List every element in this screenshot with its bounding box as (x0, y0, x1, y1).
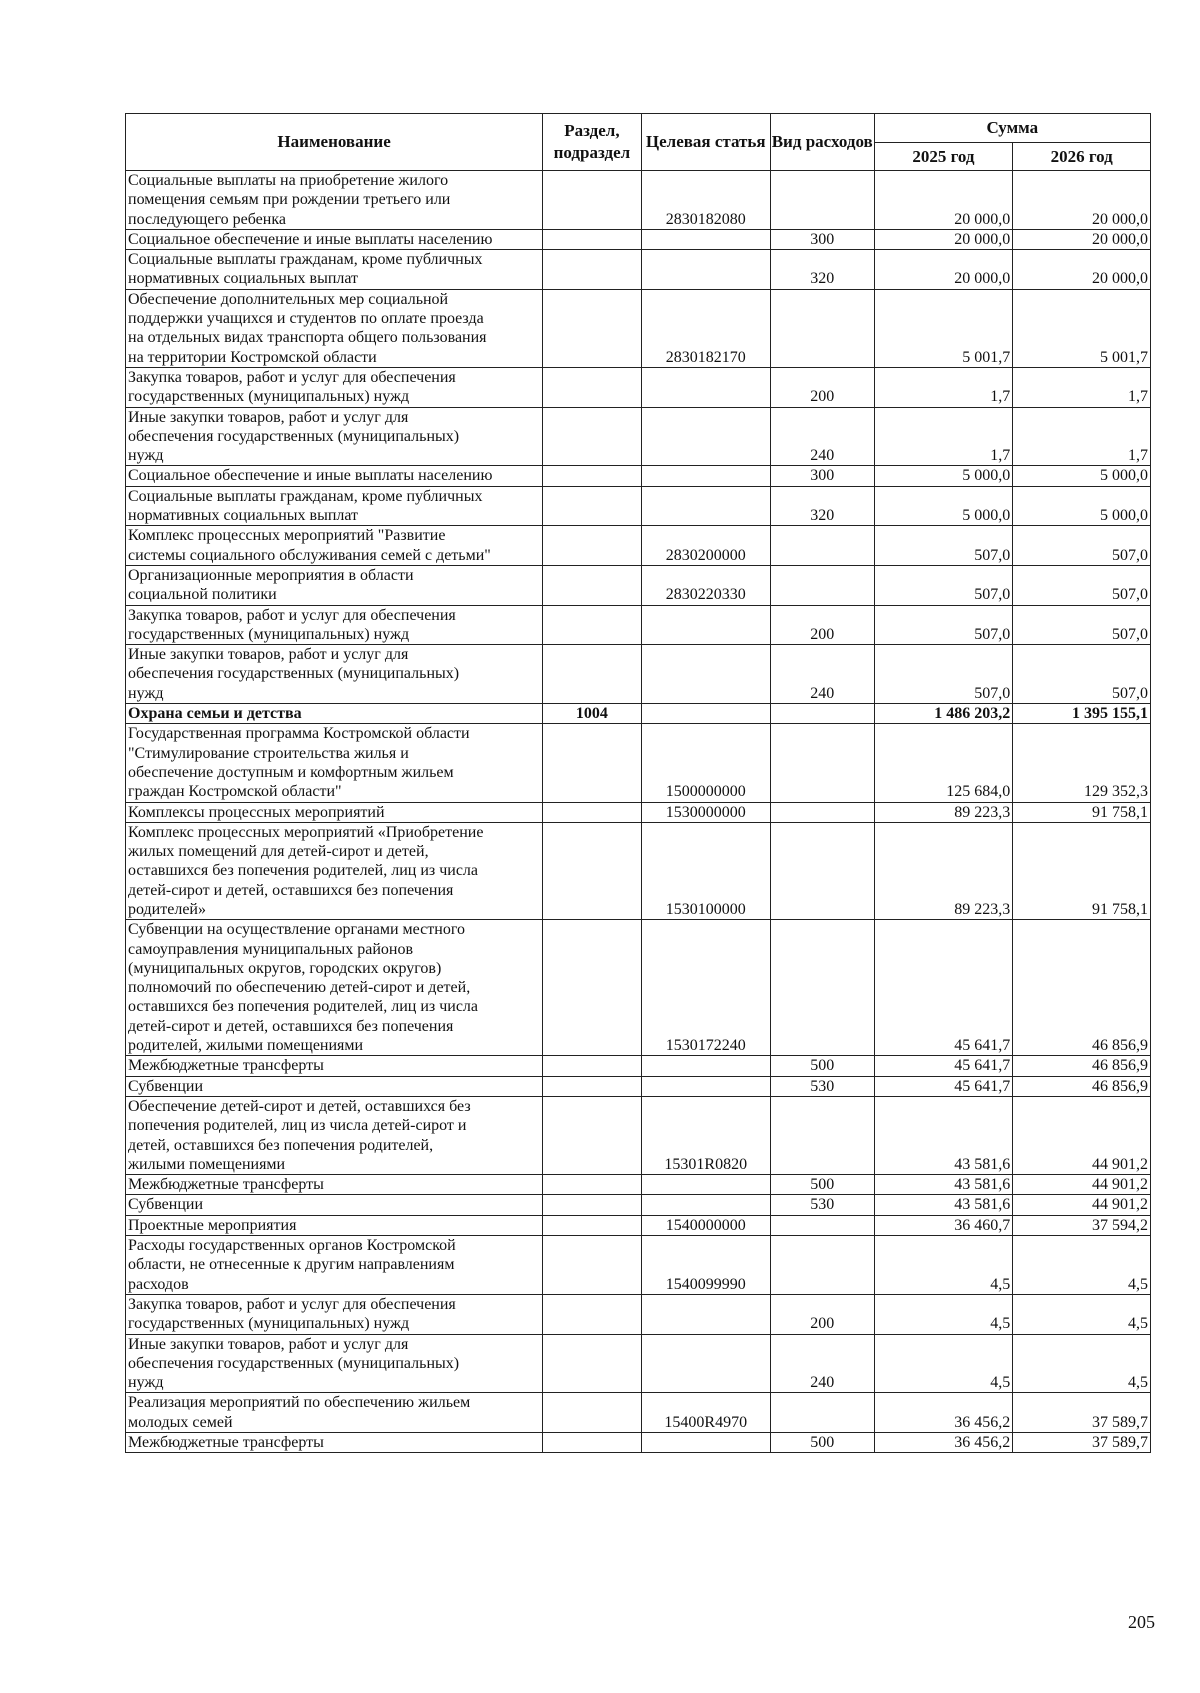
row-article: 15400R4970 (641, 1393, 770, 1433)
row-amount-2025: 45 641,7 (874, 920, 1013, 1056)
page-number: 205 (1128, 1612, 1155, 1632)
row-kind: 240 (770, 1334, 874, 1393)
table-row (126, 1236, 1151, 1295)
row-name: Расходы государственных органов Костромской области, не отнесенные к другим направлениям расходов (126, 1236, 543, 1295)
row-amount-2026: 129 352,3 (1013, 724, 1151, 802)
row-section (543, 565, 641, 605)
table-row (126, 1215, 1151, 1235)
table-row (126, 1195, 1151, 1215)
row-article: 1530000000 (641, 802, 770, 822)
table-row (126, 486, 1151, 526)
row-amount-2026: 37 589,7 (1013, 1433, 1151, 1453)
row-amount-2026: 46 856,9 (1013, 1056, 1151, 1076)
row-section (543, 645, 641, 704)
row-kind: 500 (770, 1175, 874, 1195)
row-name: Закупка товаров, работ и услуг для обеспечения государственных (муниципальных) нужд (126, 367, 543, 407)
header-name: Наименование (126, 114, 543, 171)
row-amount-2026: 91 758,1 (1013, 802, 1151, 822)
header-year-2025: 2025 год (874, 143, 1013, 171)
table-row (126, 367, 1151, 407)
row-kind (770, 802, 874, 822)
table-row (126, 407, 1151, 466)
table-row (126, 605, 1151, 645)
row-amount-2026: 507,0 (1013, 526, 1151, 566)
row-amount-2025: 5 000,0 (874, 466, 1013, 486)
row-amount-2026: 4,5 (1013, 1294, 1151, 1334)
header-article: Целевая статья (641, 114, 770, 171)
row-name: Закупка товаров, работ и услуг для обеспечения государственных (муниципальных) нужд (126, 605, 543, 645)
header-kind: Вид расходов (770, 114, 874, 171)
row-kind (770, 1096, 874, 1174)
row-kind (770, 704, 874, 724)
row-kind: 500 (770, 1056, 874, 1076)
row-name: Иные закупки товаров, работ и услуг для обеспечения государственных (муниципальных) нужд (126, 1334, 543, 1393)
row-section (543, 1334, 641, 1393)
row-amount-2025: 507,0 (874, 605, 1013, 645)
row-kind: 320 (770, 486, 874, 526)
row-article (641, 229, 770, 249)
row-amount-2025: 43 581,6 (874, 1096, 1013, 1174)
row-article (641, 1294, 770, 1334)
row-amount-2025: 4,5 (874, 1236, 1013, 1295)
row-amount-2025: 45 641,7 (874, 1056, 1013, 1076)
row-section (543, 1195, 641, 1215)
row-amount-2026: 507,0 (1013, 565, 1151, 605)
row-article (641, 407, 770, 466)
row-kind: 200 (770, 605, 874, 645)
row-article (641, 1195, 770, 1215)
row-name: Межбюджетные трансферты (126, 1433, 543, 1453)
table-row (126, 289, 1151, 367)
row-amount-2025: 36 456,2 (874, 1433, 1013, 1453)
row-section (543, 724, 641, 802)
row-kind: 300 (770, 229, 874, 249)
row-name: Иные закупки товаров, работ и услуг для обеспечения государственных (муниципальных) нужд (126, 645, 543, 704)
row-section (543, 171, 641, 230)
row-kind (770, 565, 874, 605)
row-amount-2025: 4,5 (874, 1334, 1013, 1393)
row-amount-2025: 45 641,7 (874, 1076, 1013, 1096)
row-section (543, 822, 641, 919)
header-year-2026: 2026 год (1013, 143, 1151, 171)
row-name: Межбюджетные трансферты (126, 1175, 543, 1195)
row-kind (770, 1393, 874, 1433)
row-amount-2025: 36 460,7 (874, 1215, 1013, 1235)
row-article: 1540000000 (641, 1215, 770, 1235)
row-name: Закупка товаров, работ и услуг для обеспечения государственных (муниципальных) нужд (126, 1294, 543, 1334)
row-name: Субвенции на осуществление органами местного самоуправления муниципальных районов (муниципальных округов, городских округов) полномочий по обеспечению детей-сирот и детей, оставшихся без попечения родителей, лиц из числа детей-сирот и детей, оставшихся без попечения родителей, жилыми помещениями (126, 920, 543, 1056)
row-article: 2830200000 (641, 526, 770, 566)
table-row (126, 1433, 1151, 1453)
row-kind: 240 (770, 645, 874, 704)
row-amount-2025: 43 581,6 (874, 1175, 1013, 1195)
row-kind: 200 (770, 367, 874, 407)
row-amount-2026: 37 589,7 (1013, 1393, 1151, 1433)
table-body (126, 171, 1151, 1453)
row-kind (770, 1236, 874, 1295)
row-name: Обеспечение детей-сирот и детей, оставшихся без попечения родителей, лиц из числа детей-сирот и детей, оставшихся без попечения родителей, жилыми помещениями (126, 1096, 543, 1174)
row-kind: 500 (770, 1433, 874, 1453)
row-name: Государственная программа Костромской области "Стимулирование строительства жилья и обеспечение доступным и комфортным жильем граждан Костромской области" (126, 724, 543, 802)
row-section (543, 486, 641, 526)
table-header (126, 114, 1151, 171)
row-amount-2026: 20 000,0 (1013, 250, 1151, 290)
row-amount-2026: 91 758,1 (1013, 822, 1151, 919)
table-row (126, 1096, 1151, 1174)
row-name: Субвенции (126, 1195, 543, 1215)
row-section (543, 1236, 641, 1295)
row-name: Комплекс процессных мероприятий «Приобретение жилых помещений для детей-сирот и детей, оставшихся без попечения родителей, лиц из числа детей-сирот и детей, оставшихся без попечения родителей» (126, 822, 543, 919)
row-amount-2026: 46 856,9 (1013, 920, 1151, 1056)
row-section (543, 1294, 641, 1334)
row-section (543, 1056, 641, 1076)
row-name: Организационные мероприятия в области социальной политики (126, 565, 543, 605)
row-article: 1540099990 (641, 1236, 770, 1295)
row-amount-2026: 1 395 155,1 (1013, 704, 1151, 724)
table-row (126, 526, 1151, 566)
row-article: 15301R0820 (641, 1096, 770, 1174)
row-amount-2025: 89 223,3 (874, 822, 1013, 919)
row-amount-2025: 5 001,7 (874, 289, 1013, 367)
row-article (641, 367, 770, 407)
row-kind (770, 920, 874, 1056)
table-row (126, 1175, 1151, 1195)
row-article (641, 1334, 770, 1393)
row-amount-2025: 20 000,0 (874, 250, 1013, 290)
row-section (543, 802, 641, 822)
row-section: 1004 (543, 704, 641, 724)
row-section (543, 466, 641, 486)
row-kind (770, 822, 874, 919)
row-name: Охрана семьи и детства (126, 704, 543, 724)
row-amount-2026: 44 901,2 (1013, 1096, 1151, 1174)
row-section (543, 1215, 641, 1235)
row-article: 1530172240 (641, 920, 770, 1056)
row-article: 1500000000 (641, 724, 770, 802)
row-amount-2025: 125 684,0 (874, 724, 1013, 802)
table-row (126, 1076, 1151, 1096)
row-kind: 530 (770, 1076, 874, 1096)
table-row (126, 171, 1151, 230)
row-amount-2026: 20 000,0 (1013, 229, 1151, 249)
row-name: Социальные выплаты на приобретение жилого помещения семьям при рождении третьего или последующего ребенка (126, 171, 543, 230)
row-amount-2026: 37 594,2 (1013, 1215, 1151, 1235)
row-name: Комплексы процессных мероприятий (126, 802, 543, 822)
table-row (126, 466, 1151, 486)
row-article (641, 645, 770, 704)
row-article: 2830182080 (641, 171, 770, 230)
row-section (543, 1076, 641, 1096)
row-article (641, 1175, 770, 1195)
row-amount-2025: 507,0 (874, 565, 1013, 605)
row-article (641, 466, 770, 486)
table-row (126, 1334, 1151, 1393)
row-amount-2026: 5 000,0 (1013, 486, 1151, 526)
row-section (543, 367, 641, 407)
table-row (126, 565, 1151, 605)
row-name: Социальные выплаты гражданам, кроме публичных нормативных социальных выплат (126, 250, 543, 290)
row-name: Социальное обеспечение и иные выплаты населению (126, 229, 543, 249)
row-amount-2025: 507,0 (874, 645, 1013, 704)
row-name: Обеспечение дополнительных мер социальной поддержки учащихся и студентов по оплате проезда на отдельных видах транспорта общего пользования на территории Костромской области (126, 289, 543, 367)
row-section (543, 1096, 641, 1174)
row-amount-2026: 1,7 (1013, 407, 1151, 466)
row-amount-2026: 44 901,2 (1013, 1175, 1151, 1195)
row-kind: 320 (770, 250, 874, 290)
row-section (543, 289, 641, 367)
row-amount-2025: 4,5 (874, 1294, 1013, 1334)
table-row (126, 229, 1151, 249)
row-article (641, 486, 770, 526)
row-article (641, 1076, 770, 1096)
row-amount-2026: 46 856,9 (1013, 1076, 1151, 1096)
header-sum: Сумма (874, 114, 1150, 143)
row-amount-2025: 1 486 203,2 (874, 704, 1013, 724)
row-name: Социальное обеспечение и иные выплаты населению (126, 466, 543, 486)
row-article (641, 250, 770, 290)
row-amount-2025: 1,7 (874, 407, 1013, 466)
row-amount-2026: 5 001,7 (1013, 289, 1151, 367)
row-amount-2026: 1,7 (1013, 367, 1151, 407)
row-name: Межбюджетные трансферты (126, 1056, 543, 1076)
row-section (543, 1175, 641, 1195)
row-article (641, 1433, 770, 1453)
table-row (126, 645, 1151, 704)
row-amount-2025: 507,0 (874, 526, 1013, 566)
row-article: 1530100000 (641, 822, 770, 919)
row-article: 2830182170 (641, 289, 770, 367)
row-amount-2025: 43 581,6 (874, 1195, 1013, 1215)
row-kind: 300 (770, 466, 874, 486)
row-amount-2025: 20 000,0 (874, 229, 1013, 249)
row-section (543, 1393, 641, 1433)
row-section (543, 526, 641, 566)
row-amount-2025: 89 223,3 (874, 802, 1013, 822)
row-kind (770, 1215, 874, 1235)
table-row (126, 1294, 1151, 1334)
row-section (543, 229, 641, 249)
row-amount-2026: 20 000,0 (1013, 171, 1151, 230)
row-amount-2026: 4,5 (1013, 1236, 1151, 1295)
row-kind (770, 526, 874, 566)
row-name: Иные закупки товаров, работ и услуг для обеспечения государственных (муниципальных) нужд (126, 407, 543, 466)
row-name: Субвенции (126, 1076, 543, 1096)
row-section (543, 407, 641, 466)
row-amount-2026: 507,0 (1013, 645, 1151, 704)
table-row (126, 1056, 1151, 1076)
table-row (126, 724, 1151, 802)
row-article (641, 704, 770, 724)
row-name: Социальные выплаты гражданам, кроме публичных нормативных социальных выплат (126, 486, 543, 526)
row-kind: 530 (770, 1195, 874, 1215)
row-amount-2026: 507,0 (1013, 605, 1151, 645)
row-article: 2830220330 (641, 565, 770, 605)
row-name: Проектные мероприятия (126, 1215, 543, 1235)
row-section (543, 920, 641, 1056)
row-kind (770, 724, 874, 802)
row-name: Реализация мероприятий по обеспечению жильем молодых семей (126, 1393, 543, 1433)
row-kind (770, 289, 874, 367)
row-amount-2025: 20 000,0 (874, 171, 1013, 230)
row-article (641, 1056, 770, 1076)
row-section (543, 250, 641, 290)
row-amount-2025: 5 000,0 (874, 486, 1013, 526)
table-row (126, 250, 1151, 290)
row-amount-2025: 1,7 (874, 367, 1013, 407)
row-section (543, 1433, 641, 1453)
row-kind: 200 (770, 1294, 874, 1334)
row-amount-2026: 4,5 (1013, 1334, 1151, 1393)
table-row (126, 822, 1151, 919)
header-section: Раздел, подраздел (543, 114, 641, 171)
row-article (641, 605, 770, 645)
budget-table (125, 113, 1151, 1453)
row-kind (770, 171, 874, 230)
table-row (126, 920, 1151, 1056)
row-section (543, 605, 641, 645)
table-row (126, 802, 1151, 822)
row-name: Комплекс процессных мероприятий "Развитие системы социального обслуживания семей с детьми" (126, 526, 543, 566)
row-amount-2026: 44 901,2 (1013, 1195, 1151, 1215)
table-row (126, 704, 1151, 724)
row-amount-2026: 5 000,0 (1013, 466, 1151, 486)
table-row (126, 1393, 1151, 1433)
row-kind: 240 (770, 407, 874, 466)
row-amount-2025: 36 456,2 (874, 1393, 1013, 1433)
